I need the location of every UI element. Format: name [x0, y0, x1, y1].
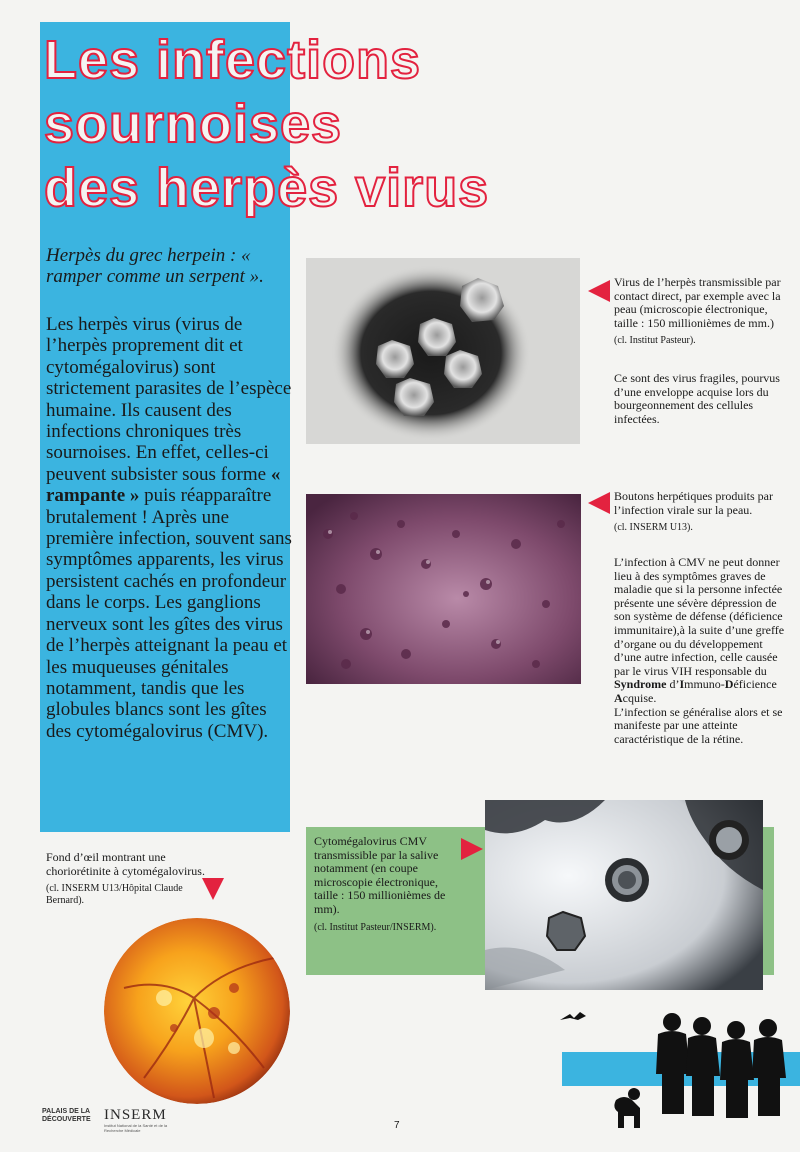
- dog-icon: [614, 1097, 640, 1128]
- inserm-logo-text: INSERM: [104, 1107, 167, 1123]
- cmv-note-immuno: mmuno-: [684, 677, 725, 692]
- pointer-arrow-down-icon: [202, 878, 224, 900]
- title-line-3: des herpès virus: [44, 158, 490, 218]
- boutons-credit: (cl. INSERM U13).: [614, 522, 693, 534]
- herpes-virus-caption: [614, 276, 786, 347]
- silhouettes-illustration: [560, 1004, 800, 1134]
- cmv-photo: [485, 800, 763, 990]
- title-line-1: Les infections: [44, 30, 422, 90]
- etymology-text: Herpès du grec herpein : « ramper comme un serpent ».: [46, 245, 264, 287]
- herpes-lesions-photo: [306, 494, 581, 684]
- herpes-virus-credit: (cl. Institut Pasteur).: [614, 335, 696, 347]
- cmv-note-acq-initial: A: [614, 690, 623, 705]
- intro-body-bold: « rampante »: [46, 463, 281, 507]
- boutons-caption-text: Boutons herpétiques produits par l’infection virale sur la peau.: [614, 489, 773, 517]
- pointer-arrow-icon: [588, 492, 610, 514]
- fundus-photo: [104, 918, 290, 1104]
- herpes-virus-photo: [306, 258, 580, 444]
- cmv-infection-note: [614, 556, 786, 746]
- pointer-arrow-icon: [588, 280, 610, 302]
- cmv-photo-caption-text: Cytomégalovirus CMV transmissible par la salive notamment (en coupe microscopie électronique, taille : 150 millionièmes de mm).: [314, 834, 446, 916]
- inserm-logo-tagline: Institut National de la Santé et de la Recherche Médicale: [104, 1123, 168, 1133]
- herpes-virus-note: Ce sont des virus fragiles, pourvus d’une enveloppe acquise lors du bourgeonnement des cellules infectées.: [614, 371, 780, 426]
- herpes-virus-caption-text: Virus de l’herpès transmissible par contact direct, par exemple avec la peau (microscopie électronique, taille : 150 millionièmes de mm.): [614, 275, 781, 330]
- page-number: 7: [394, 1120, 400, 1131]
- palais-decouverte-logo: PALAIS DE LA DÉCOUVERTE: [42, 1108, 91, 1123]
- cmv-note-syndrome: Syndrome: [614, 677, 667, 692]
- intro-body: [46, 314, 296, 742]
- cmv-note-acquise: cquise.: [622, 690, 657, 705]
- cmv-photo-caption: [314, 835, 464, 934]
- cmv-note-d: d’: [669, 677, 680, 692]
- boutons-caption: [614, 490, 786, 534]
- cmv-note-paragraph-1: [614, 556, 786, 706]
- inserm-logo: [104, 1108, 172, 1134]
- pointer-arrow-icon: [461, 838, 483, 860]
- title-line-2: sournoises: [44, 94, 343, 154]
- fundus-caption-text: Fond d’œil montrant une choriorétinite à cytomégalovirus.: [46, 850, 205, 878]
- intro-body-part-2: puis réapparaître brutalement ! Après une première infection, souvent sans symptômes apparents, les virus persistent cachés en profondeur dans le corps. Les ganglions nerveux sont les gîtes des virus de l’herpès atteignant la peau et les muqueuses génitales notamment, tandis que les globules blancs sont les gîtes des cytomégalovirus (CMV).: [46, 485, 292, 742]
- cmv-note-paragraph-2: L’infection se généralise alors et se manifeste par une atteinte caractéristique de la rétine.: [614, 704, 783, 746]
- bird-icon: [560, 1012, 586, 1020]
- intro-body-part-1: Les herpès virus (virus de l’herpès proprement dit et cytomégalovirus) sont strictement parasites de l’espèce humaine. Ils causent des infections chroniques très sournoises. En effet, celles-ci peuvent subsister sous forme: [46, 314, 292, 485]
- cmv-note-deficience: éficience: [733, 677, 777, 692]
- page-title: [44, 28, 604, 220]
- cmv-note-def-initial: D: [724, 677, 734, 692]
- cmv-note-text: L’infection à CMV ne peut donner lieu à des symptômes graves de maladie que si la personne infectée présente une sévère dépression de son système de défense (déficience immunitaire),à la suite d’une greffe d’organe ou du développement d’une autre infection, celle causée par le virus VIH responsable du: [614, 555, 785, 678]
- fundus-caption: [46, 851, 206, 907]
- fundus-credit: (cl. INSERM U13/Hôpital Claude Bernard).: [46, 883, 183, 907]
- cmv-photo-credit: (cl. Institut Pasteur/INSERM).: [314, 921, 437, 933]
- cmv-note-immuno-initial: I: [679, 677, 685, 692]
